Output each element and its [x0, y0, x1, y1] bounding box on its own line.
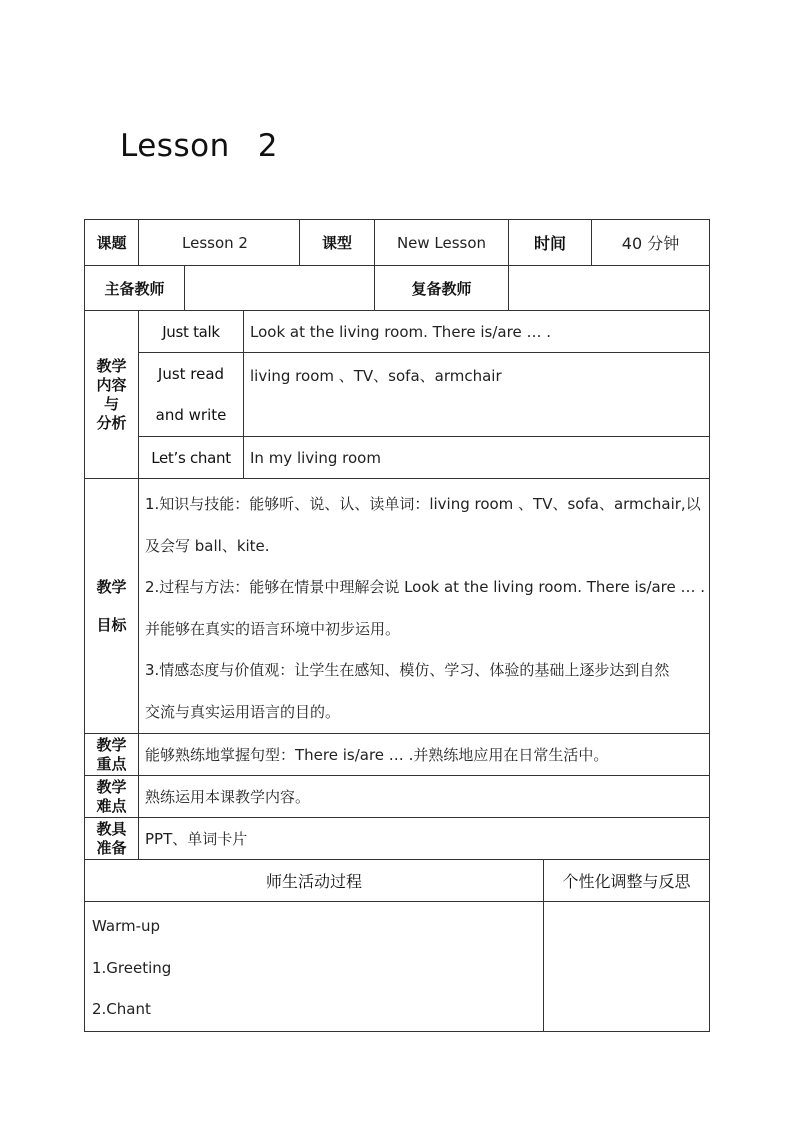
key-points-label-line: 重点	[96, 754, 127, 773]
content-sub-line: Just read	[157, 364, 225, 383]
time-cell	[509, 220, 710, 266]
materials-label-line: 教具	[96, 819, 127, 838]
content-label-line: 与	[103, 394, 119, 413]
process-header-right: 个性化调整与反思	[544, 860, 710, 902]
content-row-talk	[85, 311, 710, 353]
materials-label	[85, 818, 139, 860]
goals-line: 2.过程与方法：能够在情景中理解会说 Look at the living room. There is/are … .	[145, 578, 706, 596]
lesson-plan-table	[84, 219, 710, 1032]
title-word: Lesson	[120, 128, 230, 164]
content-text: living room 、TV、sofa、armchair	[244, 353, 710, 437]
content-sub-label	[139, 353, 244, 437]
difficulties-text: 熟练运用本课教学内容。	[139, 776, 710, 818]
process-header-left: 师生活动过程	[85, 860, 544, 902]
content-label	[85, 311, 139, 479]
type-label: 课型	[300, 220, 375, 266]
type-value: New Lesson	[375, 220, 509, 266]
process-steps	[85, 902, 544, 1032]
time-value: 40 分钟	[621, 234, 680, 253]
main-teacher-value	[185, 266, 375, 311]
reflection-cell	[544, 902, 710, 1032]
topic-value	[139, 220, 300, 266]
key-points-label-line: 教学	[96, 735, 127, 754]
teachers-row	[85, 266, 710, 311]
difficulties-label	[85, 776, 139, 818]
process-header-row	[85, 860, 710, 902]
content-text: In my living room	[244, 437, 710, 479]
content-row-read	[85, 353, 710, 437]
key-points-label	[85, 734, 139, 776]
title-number: 2	[257, 128, 278, 164]
review-teacher-value	[509, 266, 710, 311]
content-label-line: 分析	[96, 413, 127, 432]
topic-row	[85, 220, 710, 266]
goals-label	[85, 479, 139, 734]
goals-line: 并能够在真实的语言环境中初步运用。	[145, 619, 401, 638]
difficulties-row	[85, 776, 710, 818]
process-step: 2.Chant	[92, 1000, 151, 1018]
topic-value-text: Lesson 2	[182, 233, 248, 252]
goals-line: 及会写 ball、kite.	[145, 536, 270, 555]
goals-text	[139, 479, 710, 734]
content-text: Look at the living room. There is/are … .	[244, 311, 710, 353]
content-row-chant	[85, 437, 710, 479]
materials-text: PPT、单词卡片	[139, 818, 710, 860]
goals-label-line: 教学	[96, 578, 127, 596]
goals-line: 1.知识与技能：能够听、说、认、读单词：living room 、TV、sofa、armchair,以	[145, 495, 701, 513]
content-label-line: 内容	[96, 375, 127, 394]
materials-label-line: 准备	[96, 838, 127, 857]
difficulties-label-line: 教学	[96, 777, 127, 796]
content-sub-label: Let’s chant	[139, 437, 244, 479]
main-teacher-label: 主备教师	[85, 266, 185, 311]
time-label: 时间	[509, 220, 592, 265]
key-points-text: 能够熟练地掌握句型：There is/are … .并熟练地应用在日常生活中。	[139, 734, 710, 776]
process-step: Warm-up	[92, 917, 161, 935]
goals-label-line: 目标	[96, 616, 127, 634]
goals-row	[85, 479, 710, 734]
difficulties-label-line: 难点	[96, 796, 127, 815]
content-sub-label: Just talk	[139, 311, 244, 353]
materials-row	[85, 818, 710, 860]
key-points-row	[85, 734, 710, 776]
content-sub-line: and write	[155, 405, 227, 424]
content-label-line: 教学	[96, 356, 127, 375]
goals-line: 交流与真实运用语言的目的。	[145, 702, 341, 721]
page-title	[120, 128, 278, 164]
process-body-row	[85, 902, 710, 1032]
process-step: 1.Greeting	[92, 958, 172, 977]
review-teacher-label: 复备教师	[375, 266, 509, 311]
topic-label: 课题	[85, 220, 139, 266]
goals-line: 3.情感态度与价值观：让学生在感知、模仿、学习、体验的基础上逐步达到自然	[145, 661, 670, 679]
